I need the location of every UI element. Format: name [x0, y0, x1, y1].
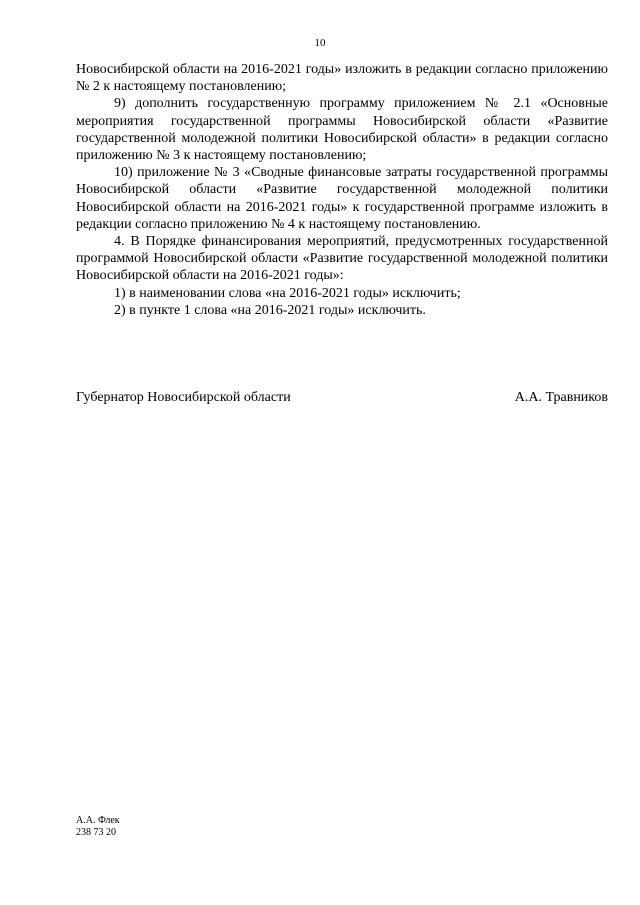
paragraph-section-4: 4. В Порядке финансирования мероприятий, предусмотренных государственной программой Новосибирской области «Развитие государственной молодежной политики Новосибирской области на 2016-2021 годы»:: [76, 234, 608, 284]
executor-info: [76, 815, 120, 839]
signature-block: [76, 389, 608, 406]
paragraph-item-9: 9) дополнить государственную программу приложением № 2.1 «Основные мероприятия государственной программы Новосибирской области «Развитие государственной молодежной политики Новосибирской области» в редакции согласно приложению № 3 к настоящему постановлению;: [76, 96, 608, 164]
paragraph-continuation: Новосибирской области на 2016-2021 годы» изложить в редакции согласно приложению № 2 к настоящему постановлению;: [76, 62, 608, 95]
signatory-name: А.А. Травников: [514, 390, 608, 405]
page-number: 10: [314, 37, 326, 49]
paragraph-subitem-2: 2) в пункте 1 слова «на 2016-2021 годы» исключить.: [114, 302, 426, 318]
executor-name: А.А. Флек: [76, 815, 120, 826]
paragraph-subitem-1: 1) в наименовании слова «на 2016-2021 годы» исключить;: [114, 285, 461, 301]
signatory-position: Губернатор Новосибирской области: [76, 390, 291, 405]
executor-phone: 238 73 20: [76, 827, 116, 838]
document-body: [76, 61, 608, 319]
paragraph-item-10: 10) приложение № 3 «Сводные финансовые затраты государственной программы Новосибирской области «Развитие государственной молодежной политики Новосибирской области на 2016-2021 годы» к государственной программе изложить в редакции согласно приложению № 4 к настоящему постановлению.: [76, 165, 608, 232]
